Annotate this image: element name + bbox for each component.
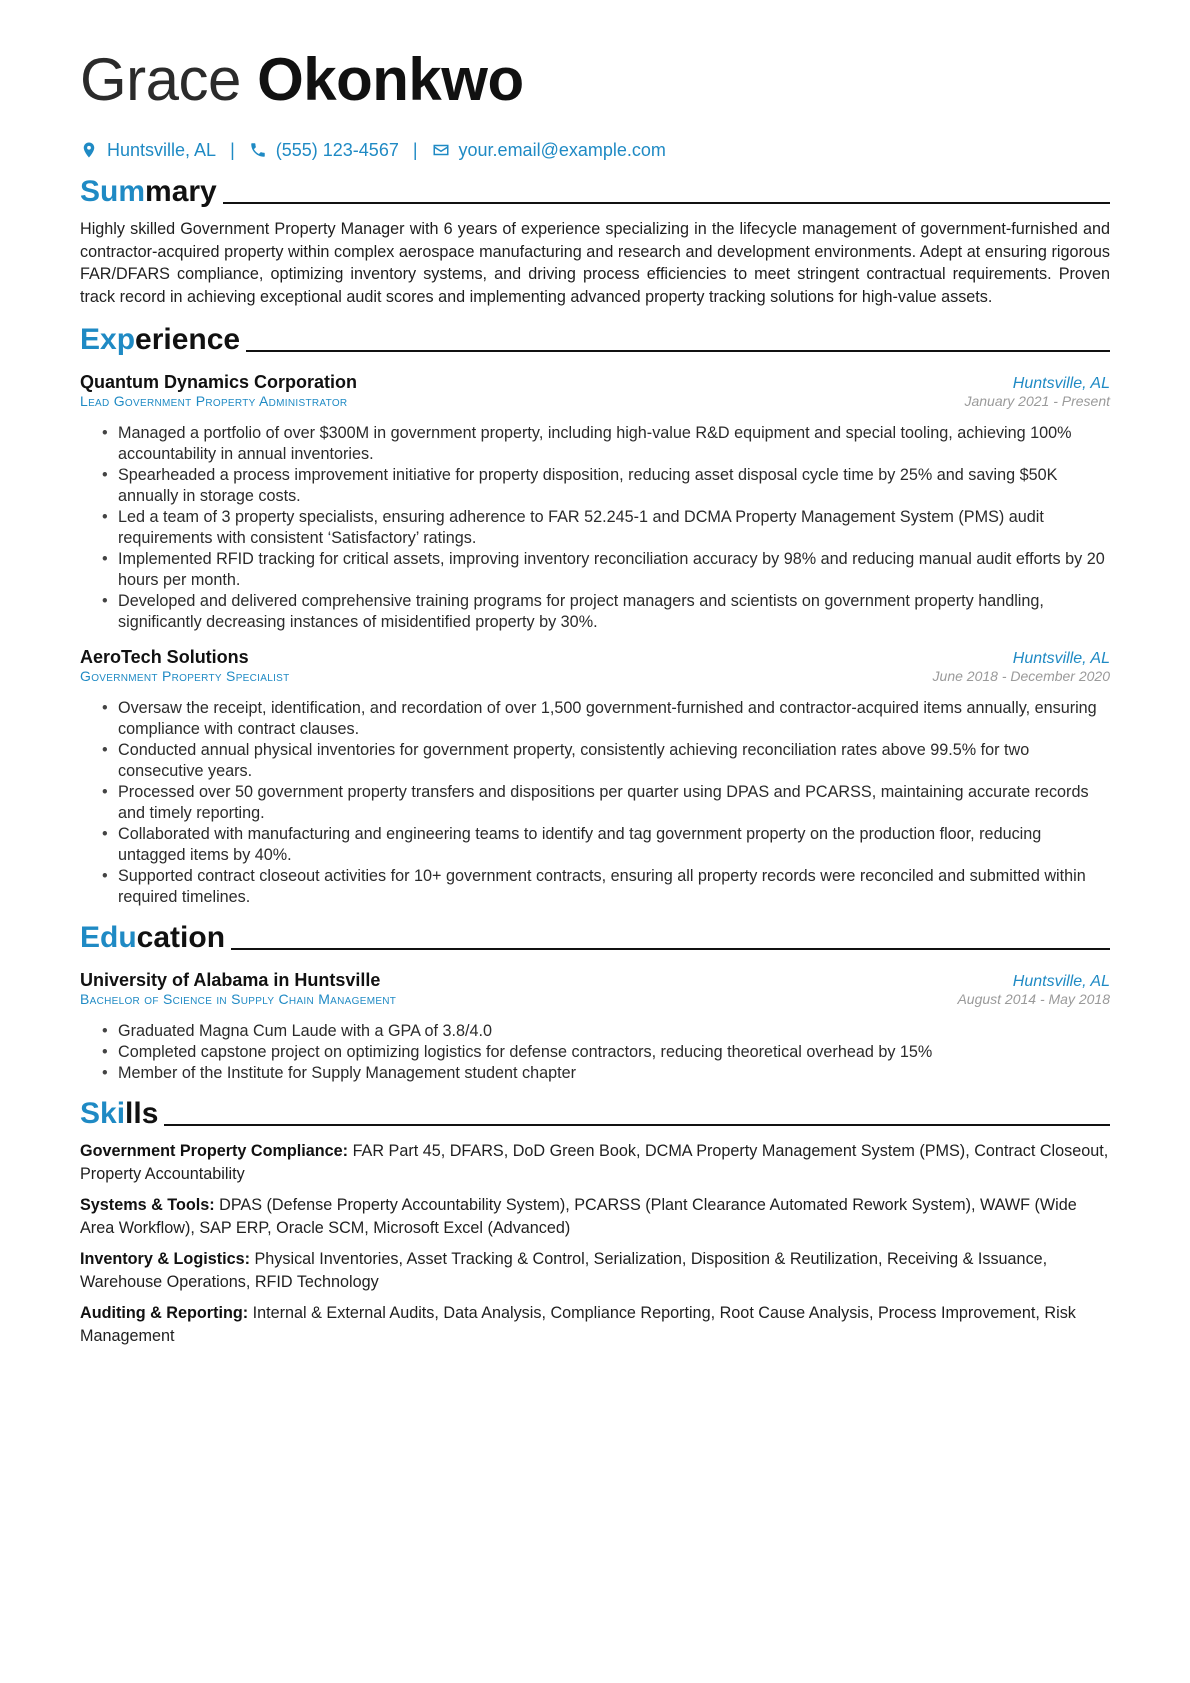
skill-label: Auditing & Reporting: [80,1304,249,1323]
degree: Bachelor of Science in Supply Chain Management [80,991,397,1008]
list-item: • Completed capstone project on optimizing logistics for defense contractors, reducing theoretical overhead by 15% [118,1042,1110,1063]
contact-separator: | [230,139,235,160]
achievement-list [80,698,1110,908]
list-item: • Oversaw the receipt, identification, and recordation of over 1,500 government-furnished and contractor-acquired items annually, ensuring compliance with contract clauses. [118,698,1110,740]
list-item: • Spearheaded a process improvement initiative for property disposition, reducing asset disposal cycle time by 25% and saving $50K annually in storage costs. [118,465,1110,507]
list-item: • Led a team of 3 property specialists, ensuring adherence to FAR 52.245-1 and DCMA Property Management System (PMS) audit requirements with consistent ‘Satisfactory’ ratings. [118,507,1110,549]
list-item: • Supported contract closeout activities for 10+ government contracts, ensuring all property records were reconciled and submitted within required timelines. [118,866,1110,908]
section-title: Skills [80,1097,159,1131]
list-item: • Processed over 50 government property transfers and dispositions per quarter using DPAS and PCARSS, maintaining accurate records and timely reporting. [118,782,1110,824]
section-rule [246,350,1110,352]
phone-text: (555) 123-4567 [275,139,399,160]
email-text: your.email@example.com [458,139,666,160]
education-entry [80,970,1110,1084]
company-name: AeroTech Solutions [80,647,249,668]
first-name: Grace [80,46,241,113]
list-item: • Member of the Institute for Supply Management student chapter [118,1063,1110,1084]
experience-entry [80,372,1110,633]
skill-group [80,1194,1110,1239]
achievement-list [80,423,1110,633]
section-title: Summary [80,175,217,208]
location-text: Huntsville, AL [107,139,217,160]
last-name: Okonkwo [257,46,524,113]
skill-group [80,1140,1110,1185]
job-location: Huntsville, AL [1012,650,1110,668]
section-rule [164,1124,1110,1126]
job-dates: June 2018 - December 2020 [932,668,1110,685]
list-item: • Conducted annual physical inventories for government property, consistently achieving reconciliation rates above 99.5% for two consecutive years. [118,740,1110,782]
section-rule [223,202,1110,204]
education-list [80,1021,1110,1084]
job-title: Lead Government Property Administrator [80,393,348,410]
candidate-name [80,40,1110,120]
skill-label: Systems & Tools: [80,1196,215,1215]
contact-separator: | [412,139,418,160]
skill-label: Government Property Compliance: [80,1142,349,1161]
contact-email[interactable] [432,140,666,161]
skill-group [80,1248,1110,1293]
list-item: • Graduated Magna Cum Laude with a GPA of 3.8/4.0 [118,1021,1110,1042]
skill-group [80,1302,1110,1347]
school-location: Huntsville, AL [1012,973,1110,991]
contact-phone[interactable] [249,140,399,161]
education-heading [80,918,1110,958]
job-location: Huntsville, AL [1012,375,1110,393]
section-rule [231,948,1110,950]
skill-value: FAR Part 45, DFARS, DoD Green Book, DCMA Property Management System (PMS), Contract Closeout, Property Accountability [80,1142,1109,1183]
envelope-icon [432,141,450,159]
experience-heading [80,320,1110,360]
list-item: • Collaborated with manufacturing and engineering teams to identify and tag government property on the production floor, reducing untagged items by 40%. [118,824,1110,866]
school-name: University of Alabama in Huntsville [80,970,381,991]
skill-value: Internal & External Audits, Data Analysis, Compliance Reporting, Root Cause Analysis, Process Improvement, Risk Management [80,1304,1076,1345]
summary-text: Highly skilled Government Property Manager with 6 years of experience specializing in the lifecycle management of government-furnished and contractor-acquired property within complex aerospace manufacturing and research and development environments. Adept at ensuring rigorous FAR/DFARS compliance, optimizing inventory systems, and driving process efficiencies to meet stringent contractual requirements. Proven track record in achieving exceptional audit scores and implementing advanced property tracking solutions for high-value assets. [80,220,1110,306]
company-name: Quantum Dynamics Corporation [80,372,358,393]
contact-location [80,140,216,161]
summary-heading [80,172,1110,212]
skill-value: Physical Inventories, Asset Tracking & Control, Serialization, Disposition & Reutilization, Receiving & Issuance, Warehouse Operations, RFID Technology [80,1250,1048,1291]
section-title: Education [80,921,226,955]
phone-icon [249,141,267,159]
job-title: Government Property Specialist [80,668,290,685]
map-marker-icon [80,141,98,159]
list-item: • Implemented RFID tracking for critical assets, improving inventory reconciliation accuracy by 98% and reducing manual audit efforts by 20 hours per month. [118,549,1110,591]
skill-value: DPAS (Defense Property Accountability System), PCARSS (Plant Clearance Automated Rework System), WAWF (Wide Area Workflow), SAP ERP, Oracle SCM, Microsoft Excel (Advanced) [80,1196,1077,1237]
experience-entry [80,647,1110,908]
skill-label: Inventory & Logistics: [80,1250,250,1269]
job-dates: January 2021 - Present [964,393,1110,410]
contact-line [80,136,1110,164]
list-item: • Developed and delivered comprehensive training programs for project managers and scientists on government property handling, significantly decreasing instances of misidentified property by 30%. [118,591,1110,633]
study-dates: August 2014 - May 2018 [957,991,1110,1008]
list-item: • Managed a portfolio of over $300M in government property, including high-value R&D equipment and special tooling, achieving 100% accountability in annual inventories. [118,423,1110,465]
section-title: Experience [80,323,241,357]
skills-heading [80,1094,1110,1134]
